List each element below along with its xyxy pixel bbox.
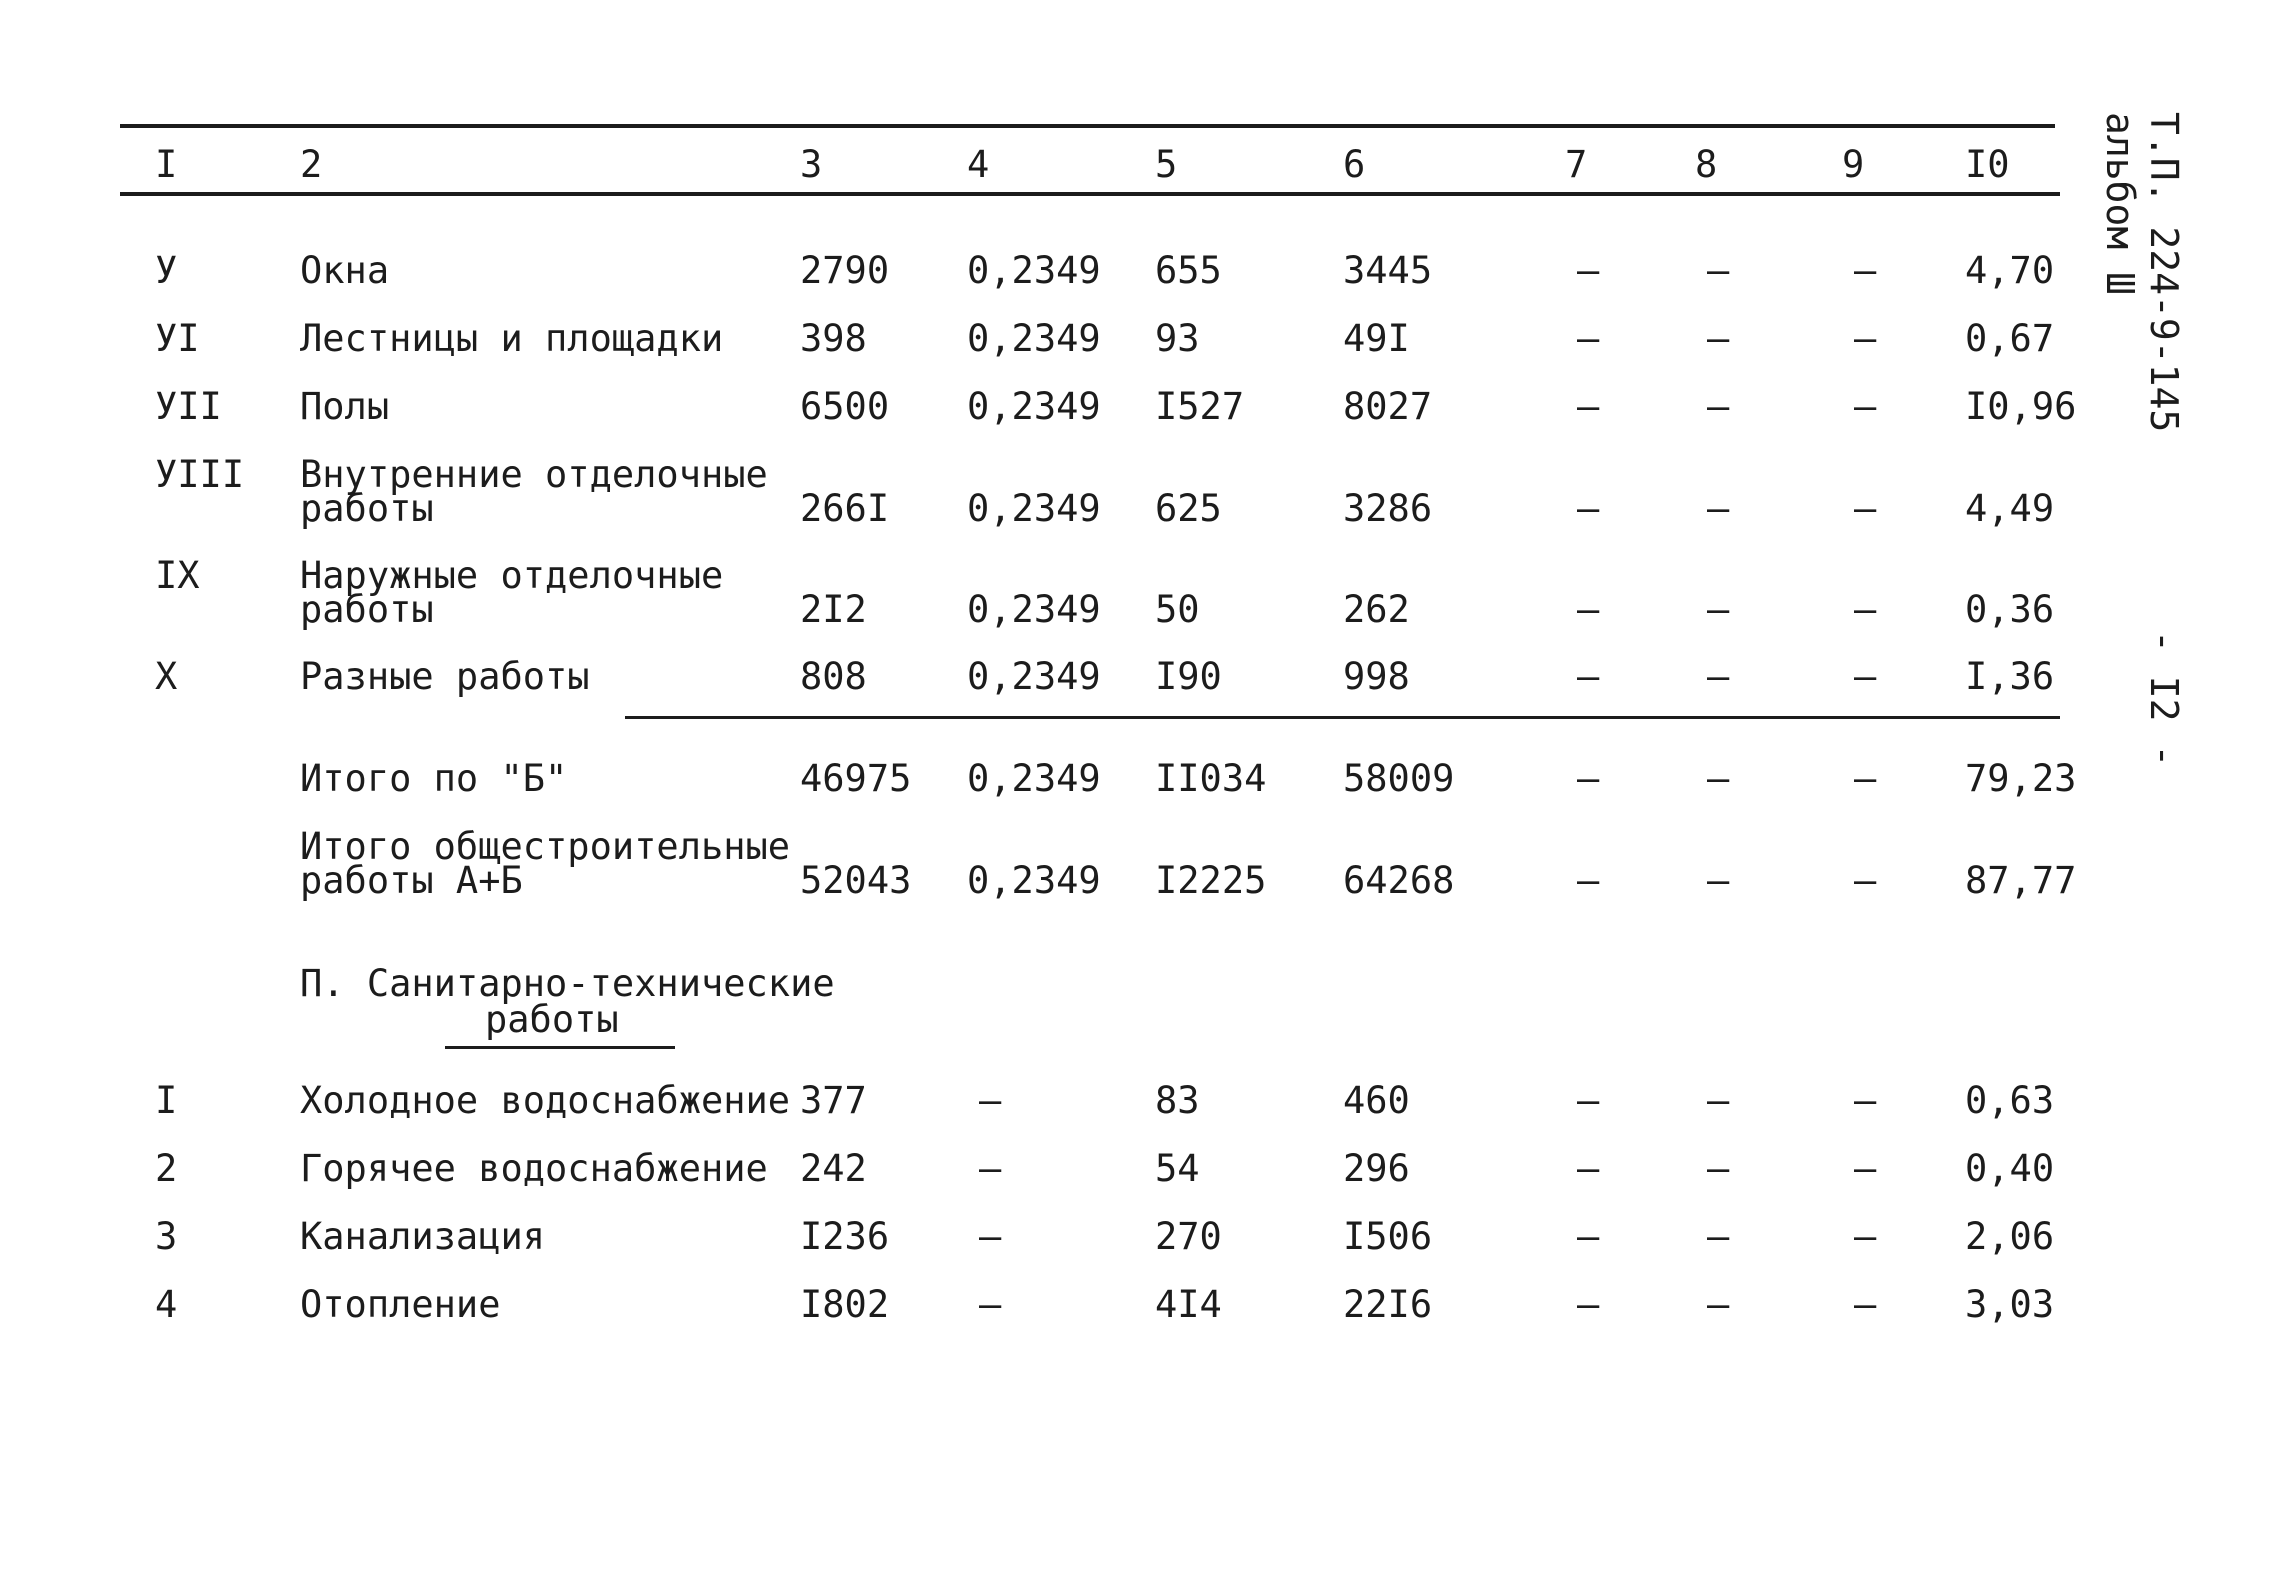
value-cell-c3: 2790 [800,249,890,292]
dash-cell: – [1577,655,1600,698]
column-header-3: 3 [800,143,823,186]
row-name: Наружные отделочные [300,554,724,597]
row-name: Итого общестроительные [300,825,791,868]
dash-cell: – [979,1147,1002,1190]
dash-cell: – [1577,588,1600,631]
value-cell-c6: 58009 [1343,757,1455,800]
column-header-8: 8 [1695,143,1718,186]
value-cell-c10: 79,23 [1965,757,2077,800]
side-reference-title: Т.П. 224-9-145 [2142,112,2186,433]
value-cell-c4: 0,2349 [967,317,1101,360]
value-cell-c10: 0,67 [1965,317,2055,360]
dash-cell: – [1707,655,1730,698]
subtotal-rule [625,716,2060,719]
value-cell-c5: 625 [1155,487,1222,530]
row-name: работы [300,487,434,530]
value-cell-c3: I236 [800,1215,890,1258]
value-cell-c10: 4,70 [1965,249,2055,292]
value-cell-c3: 52043 [800,859,912,902]
value-cell-c5: I90 [1155,655,1222,698]
row-name: Канализация [300,1215,546,1258]
value-cell-c6: 49I [1343,317,1410,360]
value-cell-c5: 93 [1155,317,1200,360]
section-title-underline [445,1046,675,1049]
column-header-6: 6 [1343,143,1366,186]
dash-cell: – [1854,1147,1877,1190]
value-cell-c5: 83 [1155,1079,1200,1122]
row-number: УII [155,385,222,428]
row-name: Внутренние отделочные [300,453,768,496]
column-header-1: I [155,143,178,186]
dash-cell: – [1577,487,1600,530]
row-name: Горячее водоснабжение [300,1147,768,1190]
value-cell-c3: 46975 [800,757,912,800]
value-cell-c4: 0,2349 [967,249,1101,292]
value-cell-c10: 0,63 [1965,1079,2055,1122]
value-cell-c6: 22I6 [1343,1283,1433,1326]
column-header-9: 9 [1842,143,1865,186]
column-header-7: 7 [1565,143,1588,186]
row-number: 3 [155,1215,178,1258]
value-cell-c10: 0,40 [1965,1147,2055,1190]
row-name: работы А+Б [300,859,523,902]
dash-cell: – [1707,1079,1730,1122]
row-name: Разные работы [300,655,590,698]
value-cell-c6: 998 [1343,655,1410,698]
page-number: - I2 - [2142,630,2186,768]
row-number: IX [155,554,200,597]
value-cell-c5: 270 [1155,1215,1222,1258]
column-header-5: 5 [1155,143,1178,186]
row-name: Отопление [300,1283,501,1326]
dash-cell: – [1854,249,1877,292]
column-header-4: 4 [967,143,990,186]
value-cell-c5: 4I4 [1155,1283,1222,1326]
value-cell-c6: 262 [1343,588,1410,631]
value-cell-c3: 808 [800,655,867,698]
dash-cell: – [1707,1283,1730,1326]
value-cell-c6: I506 [1343,1215,1433,1258]
value-cell-c10: 0,36 [1965,588,2055,631]
value-cell-c10: I,36 [1965,655,2055,698]
dash-cell: – [1577,1147,1600,1190]
dash-cell: – [1577,1283,1600,1326]
section-title: П. Санитарно-технические [300,962,835,1005]
dash-cell: – [1577,757,1600,800]
header-bottom-rule [120,192,2060,196]
value-cell-c6: 296 [1343,1147,1410,1190]
dash-cell: – [979,1215,1002,1258]
value-cell-c5: 655 [1155,249,1222,292]
value-cell-c4: 0,2349 [967,487,1101,530]
dash-cell: – [1707,588,1730,631]
row-number: УIII [155,453,245,496]
value-cell-c3: 242 [800,1147,867,1190]
value-cell-c4: 0,2349 [967,757,1101,800]
value-cell-c3: 377 [800,1079,867,1122]
dash-cell: – [1577,385,1600,428]
value-cell-c10: 4,49 [1965,487,2055,530]
dash-cell: – [1707,487,1730,530]
row-number: X [155,655,178,698]
value-cell-c3: 6500 [800,385,890,428]
value-cell-c5: 54 [1155,1147,1200,1190]
value-cell-c10: 87,77 [1965,859,2077,902]
column-header-2: 2 [300,143,323,186]
dash-cell: – [1854,859,1877,902]
dash-cell: – [979,1079,1002,1122]
side-reference-album: альбом Ш [2098,112,2142,296]
dash-cell: – [1707,317,1730,360]
row-number: УI [155,317,200,360]
value-cell-c4: 0,2349 [967,385,1101,428]
row-number: У [155,249,178,292]
row-name: Итого по "Б" [300,757,568,800]
dash-cell: – [1707,385,1730,428]
section-title: работы [485,998,619,1041]
value-cell-c6: 460 [1343,1079,1410,1122]
value-cell-c6: 64268 [1343,859,1455,902]
value-cell-c6: 3286 [1343,487,1433,530]
value-cell-c6: 8027 [1343,385,1433,428]
value-cell-c4: 0,2349 [967,859,1101,902]
header-top-rule [120,124,2055,128]
value-cell-c10: I0,96 [1965,385,2077,428]
row-number: I [155,1079,178,1122]
row-number: 4 [155,1283,178,1326]
dash-cell: – [1707,249,1730,292]
value-cell-c5: I527 [1155,385,1245,428]
dash-cell: – [1854,1283,1877,1326]
row-name: Окна [300,249,390,292]
value-cell-c5: II034 [1155,757,1267,800]
row-name: Лестницы и площадки [300,317,724,360]
dash-cell: – [1577,249,1600,292]
dash-cell: – [1707,859,1730,902]
dash-cell: – [1854,1079,1877,1122]
dash-cell: – [1577,1079,1600,1122]
dash-cell: – [1854,655,1877,698]
dash-cell: – [1577,317,1600,360]
value-cell-c3: 398 [800,317,867,360]
value-cell-c10: 2,06 [1965,1215,2055,1258]
value-cell-c5: I2225 [1155,859,1267,902]
dash-cell: – [1854,385,1877,428]
value-cell-c5: 50 [1155,588,1200,631]
value-cell-c10: 3,03 [1965,1283,2055,1326]
row-name: работы [300,588,434,631]
dash-cell: – [979,1283,1002,1326]
row-name: Полы [300,385,390,428]
value-cell-c4: 0,2349 [967,588,1101,631]
dash-cell: – [1854,757,1877,800]
row-number: 2 [155,1147,178,1190]
value-cell-c4: 0,2349 [967,655,1101,698]
dash-cell: – [1854,588,1877,631]
value-cell-c3: 2I2 [800,588,867,631]
row-name: Холодное водоснабжение [300,1079,791,1122]
value-cell-c6: 3445 [1343,249,1433,292]
dash-cell: – [1577,859,1600,902]
dash-cell: – [1707,757,1730,800]
value-cell-c3: I802 [800,1283,890,1326]
dash-cell: – [1854,487,1877,530]
dash-cell: – [1854,1215,1877,1258]
dash-cell: – [1577,1215,1600,1258]
dash-cell: – [1707,1147,1730,1190]
column-header-10: I0 [1965,143,2010,186]
dash-cell: – [1854,317,1877,360]
dash-cell: – [1707,1215,1730,1258]
value-cell-c3: 266I [800,487,890,530]
